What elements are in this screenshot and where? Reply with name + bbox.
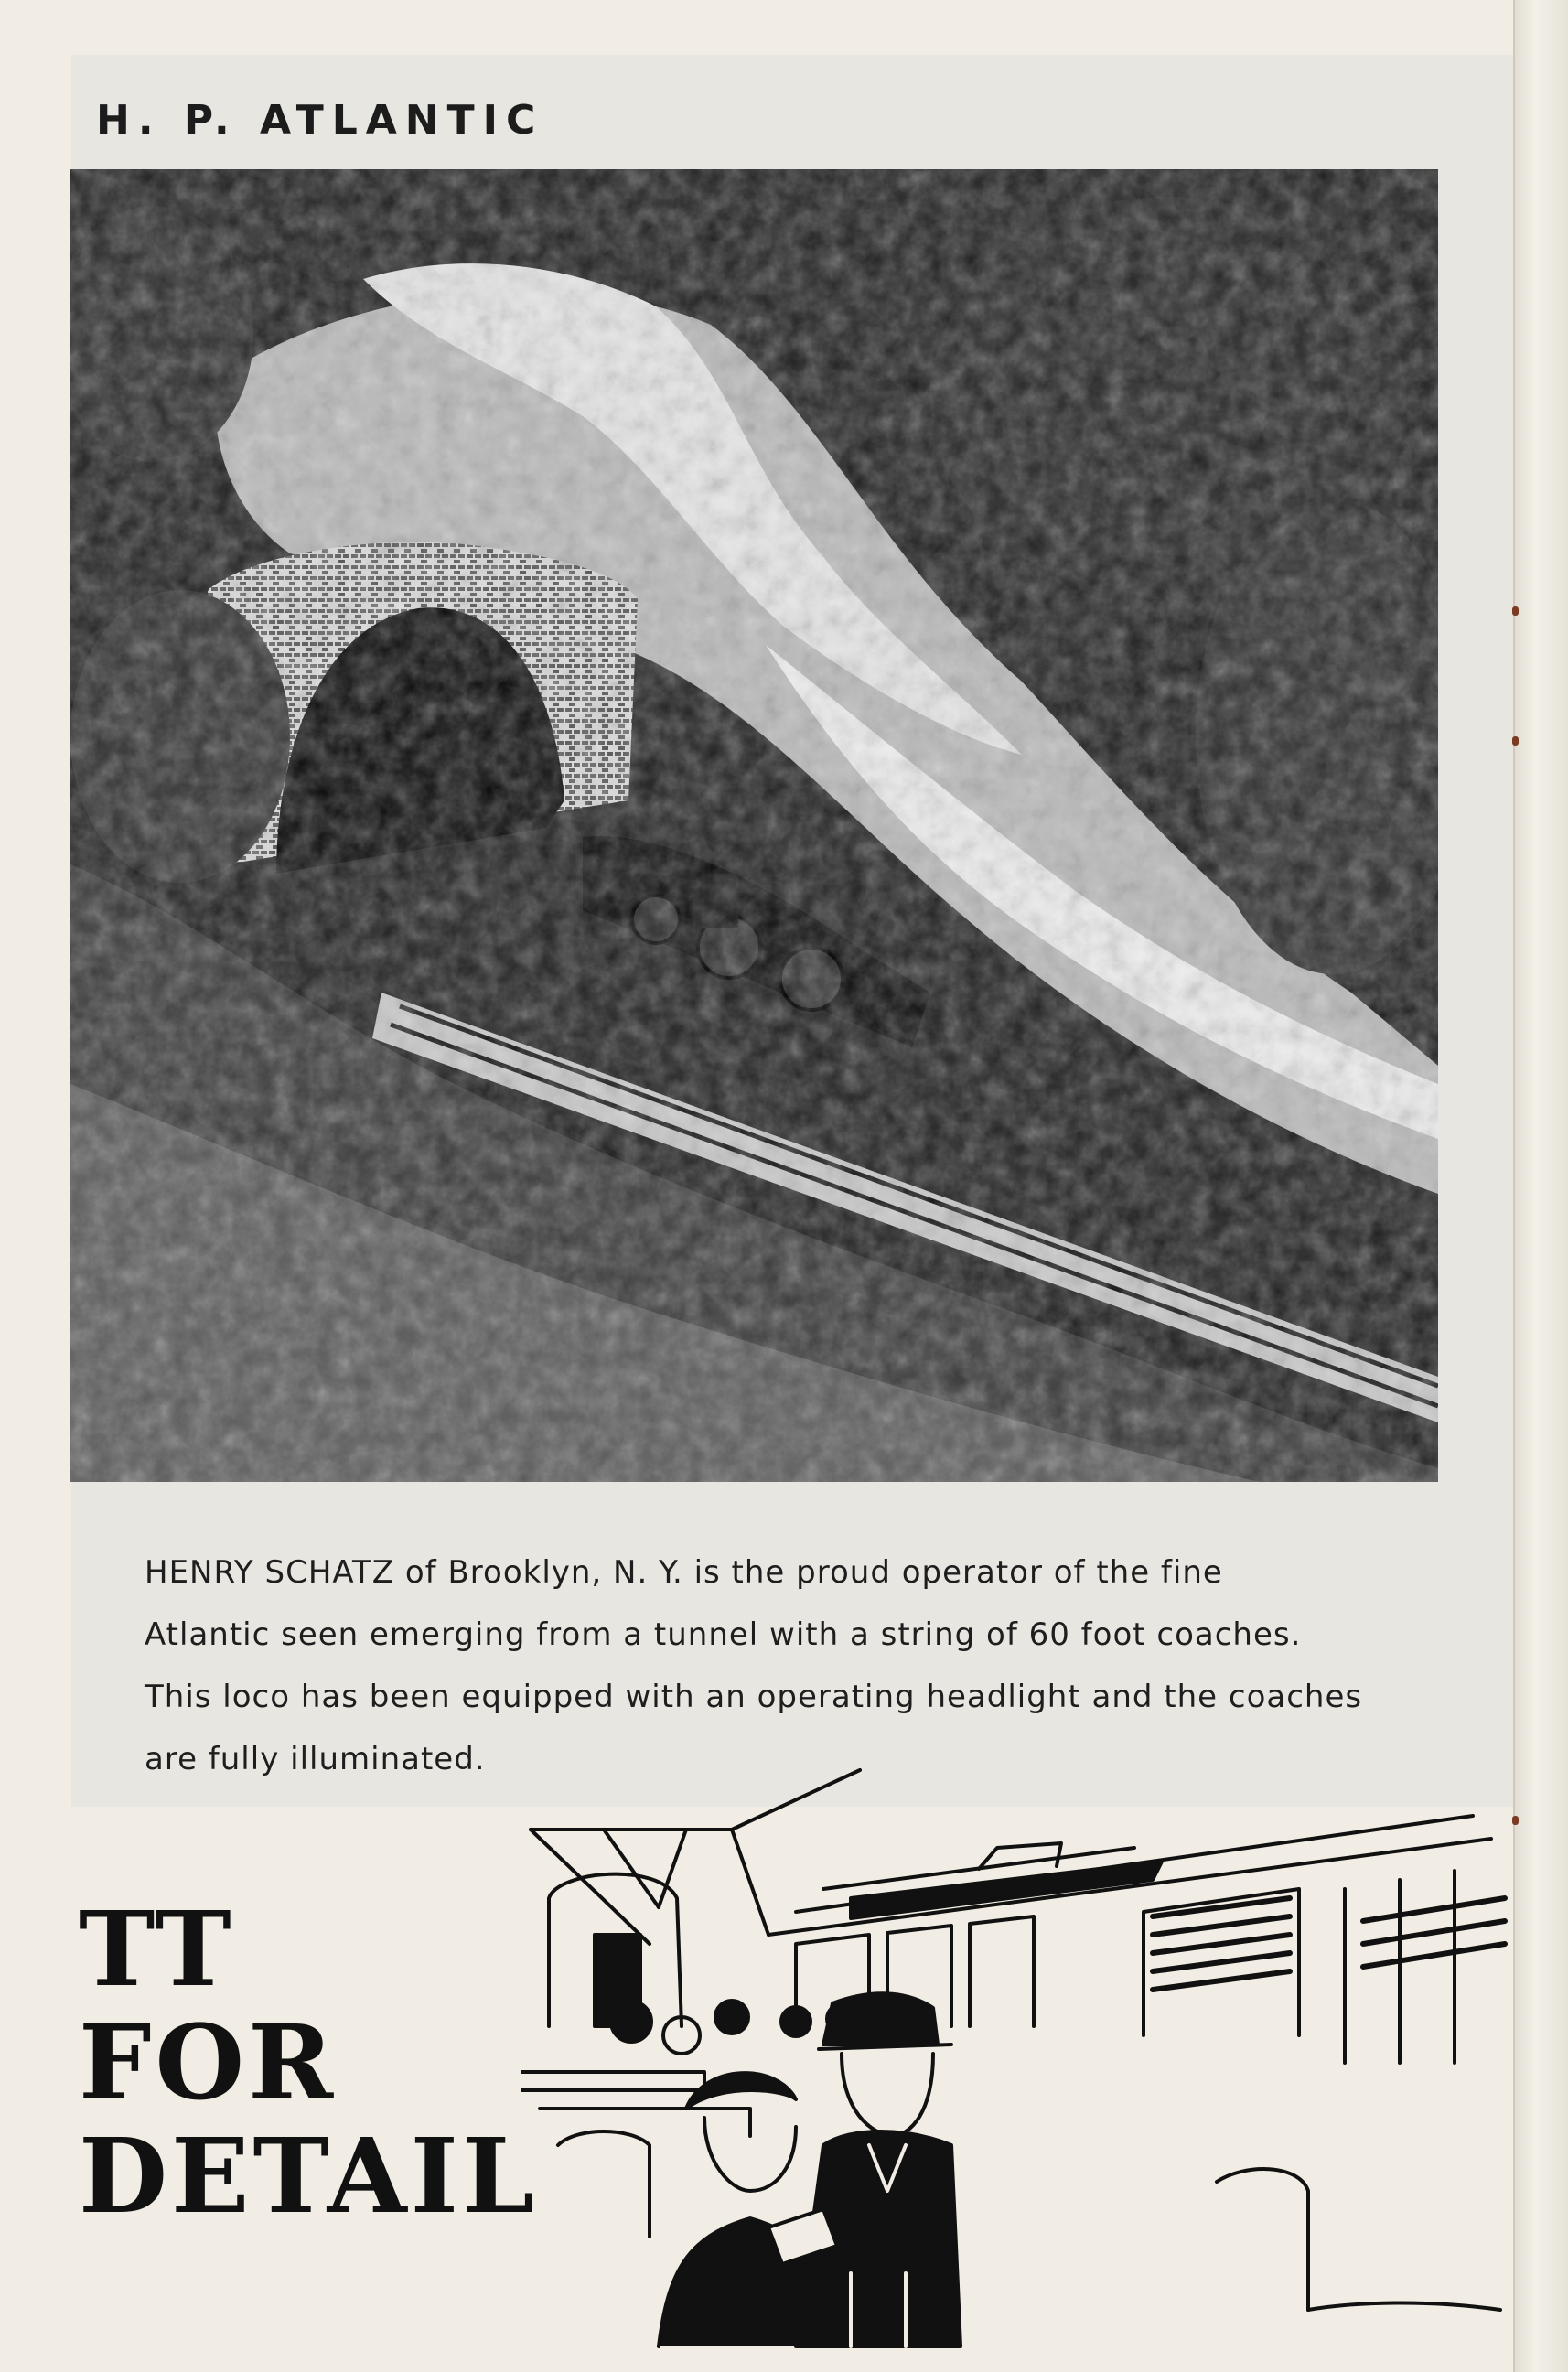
page-gutter-edge [1513, 0, 1568, 2372]
advert-headline [79, 1890, 538, 2237]
headline-line: DETAIL [79, 2117, 538, 2237]
headline-line: FOR [79, 2003, 338, 2123]
binding-staple-mark [1512, 1816, 1519, 1825]
photo-caption [145, 1541, 1389, 1790]
binding-staple-mark [1512, 606, 1519, 616]
caption-line: Atlantic seen emerging from a tunnel with a string of 60 foot coaches. [145, 1616, 1302, 1653]
caption-line: This loco has been equipped with an operating headlight and the coaches [145, 1679, 1363, 1715]
headline-line: TT [79, 1890, 235, 2010]
caption-line: HENRY SCHATZ of Brooklyn, N. Y. is the proud operator of the fine [145, 1554, 1223, 1591]
conductor-illustration [521, 1761, 1509, 2356]
tunnel-scene-image [70, 169, 1438, 1482]
caption-line: are fully illuminated. [145, 1741, 486, 1777]
coach-interior-drawing [521, 1761, 1509, 2356]
binding-staple-mark [1512, 736, 1519, 746]
page-header-label: H. P. ATLANTIC [96, 97, 544, 144]
layout-photo [70, 169, 1438, 1482]
